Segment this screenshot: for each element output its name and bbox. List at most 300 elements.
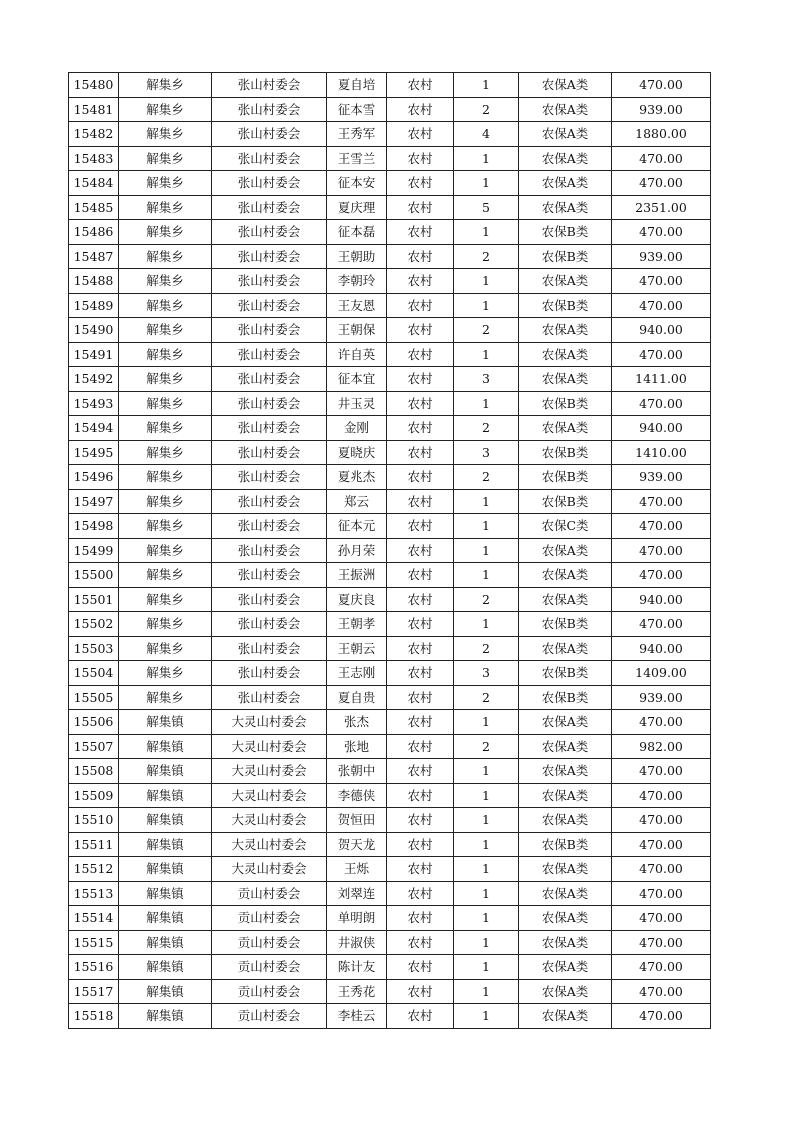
person-name-cell: 许自英 xyxy=(327,342,387,367)
household-count-cell: 1 xyxy=(454,930,519,955)
insurance-category-cell: 农保A类 xyxy=(519,367,612,392)
amount-cell: 470.00 xyxy=(612,930,711,955)
village-committee-cell: 张山村委会 xyxy=(212,538,327,563)
record-id-cell: 15517 xyxy=(69,979,119,1004)
household-count-cell: 1 xyxy=(454,783,519,808)
household-count-cell: 1 xyxy=(454,808,519,833)
village-committee-cell: 张山村委会 xyxy=(212,146,327,171)
village-committee-cell: 张山村委会 xyxy=(212,587,327,612)
household-count-cell: 2 xyxy=(454,97,519,122)
insurance-category-cell: 农保A类 xyxy=(519,195,612,220)
amount-cell: 939.00 xyxy=(612,97,711,122)
table-row xyxy=(69,269,711,294)
table-row xyxy=(69,465,711,490)
area-type-cell: 农村 xyxy=(387,881,454,906)
township-cell: 解集乡 xyxy=(119,636,212,661)
table-row xyxy=(69,734,711,759)
household-count-cell: 1 xyxy=(454,857,519,882)
household-count-cell: 1 xyxy=(454,612,519,637)
person-name-cell: 夏庆良 xyxy=(327,587,387,612)
household-count-cell: 1 xyxy=(454,710,519,735)
record-id-cell: 15484 xyxy=(69,171,119,196)
amount-cell: 470.00 xyxy=(612,710,711,735)
amount-cell: 470.00 xyxy=(612,783,711,808)
amount-cell: 940.00 xyxy=(612,416,711,441)
insurance-category-cell: 农保A类 xyxy=(519,930,612,955)
township-cell: 解集乡 xyxy=(119,244,212,269)
record-id-cell: 15516 xyxy=(69,955,119,980)
village-committee-cell: 张山村委会 xyxy=(212,563,327,588)
area-type-cell: 农村 xyxy=(387,367,454,392)
insurance-category-cell: 农保B类 xyxy=(519,440,612,465)
area-type-cell: 农村 xyxy=(387,783,454,808)
village-committee-cell: 大灵山村委会 xyxy=(212,759,327,784)
insurance-category-cell: 农保B类 xyxy=(519,293,612,318)
household-count-cell: 2 xyxy=(454,318,519,343)
household-count-cell: 3 xyxy=(454,367,519,392)
record-id-cell: 15501 xyxy=(69,587,119,612)
amount-cell: 470.00 xyxy=(612,146,711,171)
record-id-cell: 15515 xyxy=(69,930,119,955)
area-type-cell: 农村 xyxy=(387,661,454,686)
township-cell: 解集乡 xyxy=(119,587,212,612)
person-name-cell: 张杰 xyxy=(327,710,387,735)
insurance-category-cell: 农保A类 xyxy=(519,171,612,196)
area-type-cell: 农村 xyxy=(387,979,454,1004)
amount-cell: 470.00 xyxy=(612,759,711,784)
record-id-cell: 15480 xyxy=(69,73,119,98)
record-id-cell: 15485 xyxy=(69,195,119,220)
person-name-cell: 王秀花 xyxy=(327,979,387,1004)
amount-cell: 470.00 xyxy=(612,73,711,98)
table-row xyxy=(69,930,711,955)
household-count-cell: 2 xyxy=(454,636,519,661)
village-committee-cell: 张山村委会 xyxy=(212,293,327,318)
table-body xyxy=(69,73,711,1029)
household-count-cell: 1 xyxy=(454,293,519,318)
amount-cell: 470.00 xyxy=(612,612,711,637)
township-cell: 解集乡 xyxy=(119,342,212,367)
village-committee-cell: 张山村委会 xyxy=(212,195,327,220)
table-row xyxy=(69,514,711,539)
township-cell: 解集乡 xyxy=(119,465,212,490)
person-name-cell: 贺天龙 xyxy=(327,832,387,857)
village-committee-cell: 张山村委会 xyxy=(212,269,327,294)
amount-cell: 939.00 xyxy=(612,685,711,710)
record-id-cell: 15507 xyxy=(69,734,119,759)
village-committee-cell: 张山村委会 xyxy=(212,171,327,196)
person-name-cell: 井淑侠 xyxy=(327,930,387,955)
insurance-category-cell: 农保A类 xyxy=(519,857,612,882)
household-count-cell: 1 xyxy=(454,220,519,245)
table-row xyxy=(69,416,711,441)
township-cell: 解集乡 xyxy=(119,293,212,318)
table-row xyxy=(69,808,711,833)
area-type-cell: 农村 xyxy=(387,906,454,931)
amount-cell: 1409.00 xyxy=(612,661,711,686)
record-id-cell: 15505 xyxy=(69,685,119,710)
household-count-cell: 1 xyxy=(454,269,519,294)
insurance-category-cell: 农保A类 xyxy=(519,318,612,343)
household-count-cell: 1 xyxy=(454,832,519,857)
area-type-cell: 农村 xyxy=(387,955,454,980)
record-id-cell: 15483 xyxy=(69,146,119,171)
amount-cell: 2351.00 xyxy=(612,195,711,220)
insurance-category-cell: 农保A类 xyxy=(519,97,612,122)
township-cell: 解集乡 xyxy=(119,391,212,416)
record-id-cell: 15514 xyxy=(69,906,119,931)
record-id-cell: 15494 xyxy=(69,416,119,441)
insurance-category-cell: 农保A类 xyxy=(519,759,612,784)
village-committee-cell: 贡山村委会 xyxy=(212,1004,327,1029)
person-name-cell: 夏晓庆 xyxy=(327,440,387,465)
person-name-cell: 夏自贵 xyxy=(327,685,387,710)
amount-cell: 470.00 xyxy=(612,881,711,906)
person-name-cell: 郑云 xyxy=(327,489,387,514)
township-cell: 解集乡 xyxy=(119,220,212,245)
person-name-cell: 刘翠连 xyxy=(327,881,387,906)
table-row xyxy=(69,661,711,686)
table-row xyxy=(69,783,711,808)
village-committee-cell: 张山村委会 xyxy=(212,661,327,686)
area-type-cell: 农村 xyxy=(387,538,454,563)
township-cell: 解集镇 xyxy=(119,783,212,808)
household-count-cell: 2 xyxy=(454,244,519,269)
village-committee-cell: 张山村委会 xyxy=(212,367,327,392)
household-count-cell: 2 xyxy=(454,465,519,490)
village-committee-cell: 贡山村委会 xyxy=(212,906,327,931)
table-row xyxy=(69,1004,711,1029)
record-id-cell: 15499 xyxy=(69,538,119,563)
area-type-cell: 农村 xyxy=(387,636,454,661)
household-count-cell: 1 xyxy=(454,1004,519,1029)
household-count-cell: 1 xyxy=(454,342,519,367)
person-name-cell: 王朝保 xyxy=(327,318,387,343)
township-cell: 解集镇 xyxy=(119,1004,212,1029)
insurance-category-cell: 农保B类 xyxy=(519,220,612,245)
amount-cell: 470.00 xyxy=(612,832,711,857)
amount-cell: 939.00 xyxy=(612,244,711,269)
household-count-cell: 1 xyxy=(454,881,519,906)
village-committee-cell: 张山村委会 xyxy=(212,244,327,269)
township-cell: 解集乡 xyxy=(119,171,212,196)
village-committee-cell: 大灵山村委会 xyxy=(212,710,327,735)
village-committee-cell: 大灵山村委会 xyxy=(212,832,327,857)
household-count-cell: 1 xyxy=(454,759,519,784)
township-cell: 解集镇 xyxy=(119,832,212,857)
records-table xyxy=(68,72,711,1029)
record-id-cell: 15510 xyxy=(69,808,119,833)
record-id-cell: 15491 xyxy=(69,342,119,367)
record-id-cell: 15496 xyxy=(69,465,119,490)
insurance-category-cell: 农保B类 xyxy=(519,244,612,269)
record-id-cell: 15504 xyxy=(69,661,119,686)
record-id-cell: 15509 xyxy=(69,783,119,808)
township-cell: 解集乡 xyxy=(119,514,212,539)
township-cell: 解集镇 xyxy=(119,857,212,882)
person-name-cell: 陈计友 xyxy=(327,955,387,980)
insurance-category-cell: 农保B类 xyxy=(519,612,612,637)
table-row xyxy=(69,293,711,318)
person-name-cell: 王朝助 xyxy=(327,244,387,269)
amount-cell: 940.00 xyxy=(612,587,711,612)
person-name-cell: 征本元 xyxy=(327,514,387,539)
amount-cell: 470.00 xyxy=(612,906,711,931)
amount-cell: 470.00 xyxy=(612,979,711,1004)
record-id-cell: 15495 xyxy=(69,440,119,465)
person-name-cell: 王志刚 xyxy=(327,661,387,686)
amount-cell: 470.00 xyxy=(612,1004,711,1029)
record-id-cell: 15486 xyxy=(69,220,119,245)
township-cell: 解集镇 xyxy=(119,979,212,1004)
area-type-cell: 农村 xyxy=(387,808,454,833)
area-type-cell: 农村 xyxy=(387,832,454,857)
amount-cell: 470.00 xyxy=(612,293,711,318)
household-count-cell: 2 xyxy=(454,416,519,441)
township-cell: 解集乡 xyxy=(119,612,212,637)
insurance-category-cell: 农保A类 xyxy=(519,416,612,441)
insurance-category-cell: 农保A类 xyxy=(519,783,612,808)
insurance-category-cell: 农保B类 xyxy=(519,489,612,514)
person-name-cell: 征本雪 xyxy=(327,97,387,122)
person-name-cell: 夏庆理 xyxy=(327,195,387,220)
area-type-cell: 农村 xyxy=(387,587,454,612)
person-name-cell: 征本安 xyxy=(327,171,387,196)
insurance-category-cell: 农保A类 xyxy=(519,1004,612,1029)
township-cell: 解集乡 xyxy=(119,195,212,220)
insurance-category-cell: 农保A类 xyxy=(519,808,612,833)
person-name-cell: 井玉灵 xyxy=(327,391,387,416)
household-count-cell: 5 xyxy=(454,195,519,220)
table-row xyxy=(69,563,711,588)
township-cell: 解集乡 xyxy=(119,269,212,294)
area-type-cell: 农村 xyxy=(387,171,454,196)
table-row xyxy=(69,832,711,857)
village-committee-cell: 张山村委会 xyxy=(212,465,327,490)
person-name-cell: 王烁 xyxy=(327,857,387,882)
township-cell: 解集乡 xyxy=(119,685,212,710)
insurance-category-cell: 农保B类 xyxy=(519,832,612,857)
insurance-category-cell: 农保A类 xyxy=(519,906,612,931)
amount-cell: 470.00 xyxy=(612,563,711,588)
amount-cell: 470.00 xyxy=(612,538,711,563)
amount-cell: 939.00 xyxy=(612,465,711,490)
record-id-cell: 15506 xyxy=(69,710,119,735)
household-count-cell: 1 xyxy=(454,955,519,980)
township-cell: 解集镇 xyxy=(119,881,212,906)
village-committee-cell: 张山村委会 xyxy=(212,636,327,661)
person-name-cell: 金刚 xyxy=(327,416,387,441)
area-type-cell: 农村 xyxy=(387,269,454,294)
table-row xyxy=(69,342,711,367)
person-name-cell: 征本宜 xyxy=(327,367,387,392)
insurance-category-cell: 农保A类 xyxy=(519,538,612,563)
insurance-category-cell: 农保A类 xyxy=(519,955,612,980)
household-count-cell: 1 xyxy=(454,906,519,931)
amount-cell: 470.00 xyxy=(612,489,711,514)
insurance-category-cell: 农保A类 xyxy=(519,269,612,294)
village-committee-cell: 张山村委会 xyxy=(212,514,327,539)
record-id-cell: 15513 xyxy=(69,881,119,906)
table-row xyxy=(69,367,711,392)
household-count-cell: 1 xyxy=(454,514,519,539)
township-cell: 解集乡 xyxy=(119,97,212,122)
area-type-cell: 农村 xyxy=(387,391,454,416)
amount-cell: 470.00 xyxy=(612,220,711,245)
insurance-category-cell: 农保A类 xyxy=(519,881,612,906)
person-name-cell: 王朝云 xyxy=(327,636,387,661)
village-committee-cell: 张山村委会 xyxy=(212,73,327,98)
table-row xyxy=(69,122,711,147)
record-id-cell: 15487 xyxy=(69,244,119,269)
table-row xyxy=(69,710,711,735)
record-id-cell: 15503 xyxy=(69,636,119,661)
village-committee-cell: 大灵山村委会 xyxy=(212,783,327,808)
record-id-cell: 15482 xyxy=(69,122,119,147)
insurance-category-cell: 农保B类 xyxy=(519,685,612,710)
household-count-cell: 1 xyxy=(454,391,519,416)
table-row xyxy=(69,587,711,612)
area-type-cell: 农村 xyxy=(387,97,454,122)
amount-cell: 940.00 xyxy=(612,636,711,661)
household-count-cell: 1 xyxy=(454,171,519,196)
amount-cell: 1880.00 xyxy=(612,122,711,147)
insurance-category-cell: 农保A类 xyxy=(519,636,612,661)
area-type-cell: 农村 xyxy=(387,514,454,539)
insurance-category-cell: 农保A类 xyxy=(519,122,612,147)
village-committee-cell: 张山村委会 xyxy=(212,416,327,441)
village-committee-cell: 张山村委会 xyxy=(212,318,327,343)
amount-cell: 470.00 xyxy=(612,391,711,416)
insurance-category-cell: 农保B类 xyxy=(519,391,612,416)
table-row xyxy=(69,171,711,196)
township-cell: 解集乡 xyxy=(119,146,212,171)
township-cell: 解集乡 xyxy=(119,538,212,563)
household-count-cell: 2 xyxy=(454,734,519,759)
record-id-cell: 15497 xyxy=(69,489,119,514)
person-name-cell: 夏自培 xyxy=(327,73,387,98)
household-count-cell: 1 xyxy=(454,979,519,1004)
village-committee-cell: 大灵山村委会 xyxy=(212,808,327,833)
area-type-cell: 农村 xyxy=(387,759,454,784)
township-cell: 解集镇 xyxy=(119,710,212,735)
village-committee-cell: 贡山村委会 xyxy=(212,881,327,906)
insurance-category-cell: 农保A类 xyxy=(519,734,612,759)
record-id-cell: 15490 xyxy=(69,318,119,343)
township-cell: 解集乡 xyxy=(119,440,212,465)
area-type-cell: 农村 xyxy=(387,244,454,269)
insurance-category-cell: 农保A类 xyxy=(519,73,612,98)
area-type-cell: 农村 xyxy=(387,342,454,367)
table-row xyxy=(69,955,711,980)
table-row xyxy=(69,440,711,465)
area-type-cell: 农村 xyxy=(387,465,454,490)
amount-cell: 470.00 xyxy=(612,514,711,539)
amount-cell: 470.00 xyxy=(612,857,711,882)
amount-cell: 982.00 xyxy=(612,734,711,759)
person-name-cell: 孙月荣 xyxy=(327,538,387,563)
table-row xyxy=(69,195,711,220)
area-type-cell: 农村 xyxy=(387,612,454,637)
township-cell: 解集乡 xyxy=(119,367,212,392)
insurance-category-cell: 农保C类 xyxy=(519,514,612,539)
record-id-cell: 15511 xyxy=(69,832,119,857)
household-count-cell: 1 xyxy=(454,563,519,588)
person-name-cell: 王朝孝 xyxy=(327,612,387,637)
area-type-cell: 农村 xyxy=(387,195,454,220)
table-row xyxy=(69,73,711,98)
table-row xyxy=(69,391,711,416)
household-count-cell: 3 xyxy=(454,440,519,465)
village-committee-cell: 张山村委会 xyxy=(212,391,327,416)
village-committee-cell: 张山村委会 xyxy=(212,97,327,122)
person-name-cell: 张朝中 xyxy=(327,759,387,784)
village-committee-cell: 贡山村委会 xyxy=(212,955,327,980)
area-type-cell: 农村 xyxy=(387,734,454,759)
household-count-cell: 3 xyxy=(454,661,519,686)
village-committee-cell: 贡山村委会 xyxy=(212,930,327,955)
table-row xyxy=(69,489,711,514)
township-cell: 解集镇 xyxy=(119,759,212,784)
record-id-cell: 15512 xyxy=(69,857,119,882)
household-count-cell: 4 xyxy=(454,122,519,147)
area-type-cell: 农村 xyxy=(387,857,454,882)
person-name-cell: 张地 xyxy=(327,734,387,759)
area-type-cell: 农村 xyxy=(387,1004,454,1029)
township-cell: 解集乡 xyxy=(119,122,212,147)
table-row xyxy=(69,146,711,171)
table-row xyxy=(69,318,711,343)
table-row xyxy=(69,636,711,661)
person-name-cell: 王友恩 xyxy=(327,293,387,318)
record-id-cell: 15481 xyxy=(69,97,119,122)
area-type-cell: 农村 xyxy=(387,318,454,343)
person-name-cell: 王秀军 xyxy=(327,122,387,147)
amount-cell: 470.00 xyxy=(612,342,711,367)
area-type-cell: 农村 xyxy=(387,122,454,147)
person-name-cell: 李德侠 xyxy=(327,783,387,808)
household-count-cell: 1 xyxy=(454,146,519,171)
amount-cell: 470.00 xyxy=(612,808,711,833)
insurance-category-cell: 农保B类 xyxy=(519,661,612,686)
village-committee-cell: 张山村委会 xyxy=(212,440,327,465)
person-name-cell: 单明朗 xyxy=(327,906,387,931)
table-row xyxy=(69,244,711,269)
record-id-cell: 15489 xyxy=(69,293,119,318)
area-type-cell: 农村 xyxy=(387,710,454,735)
insurance-category-cell: 农保A类 xyxy=(519,342,612,367)
person-name-cell: 王振洲 xyxy=(327,563,387,588)
township-cell: 解集镇 xyxy=(119,906,212,931)
table-row xyxy=(69,685,711,710)
table-row xyxy=(69,97,711,122)
township-cell: 解集镇 xyxy=(119,734,212,759)
person-name-cell: 王雪兰 xyxy=(327,146,387,171)
record-id-cell: 15508 xyxy=(69,759,119,784)
village-committee-cell: 张山村委会 xyxy=(212,489,327,514)
record-id-cell: 15488 xyxy=(69,269,119,294)
area-type-cell: 农村 xyxy=(387,563,454,588)
record-id-cell: 15518 xyxy=(69,1004,119,1029)
amount-cell: 940.00 xyxy=(612,318,711,343)
person-name-cell: 李朝玲 xyxy=(327,269,387,294)
amount-cell: 1411.00 xyxy=(612,367,711,392)
township-cell: 解集镇 xyxy=(119,808,212,833)
village-committee-cell: 大灵山村委会 xyxy=(212,857,327,882)
amount-cell: 470.00 xyxy=(612,171,711,196)
township-cell: 解集乡 xyxy=(119,563,212,588)
table-row xyxy=(69,906,711,931)
